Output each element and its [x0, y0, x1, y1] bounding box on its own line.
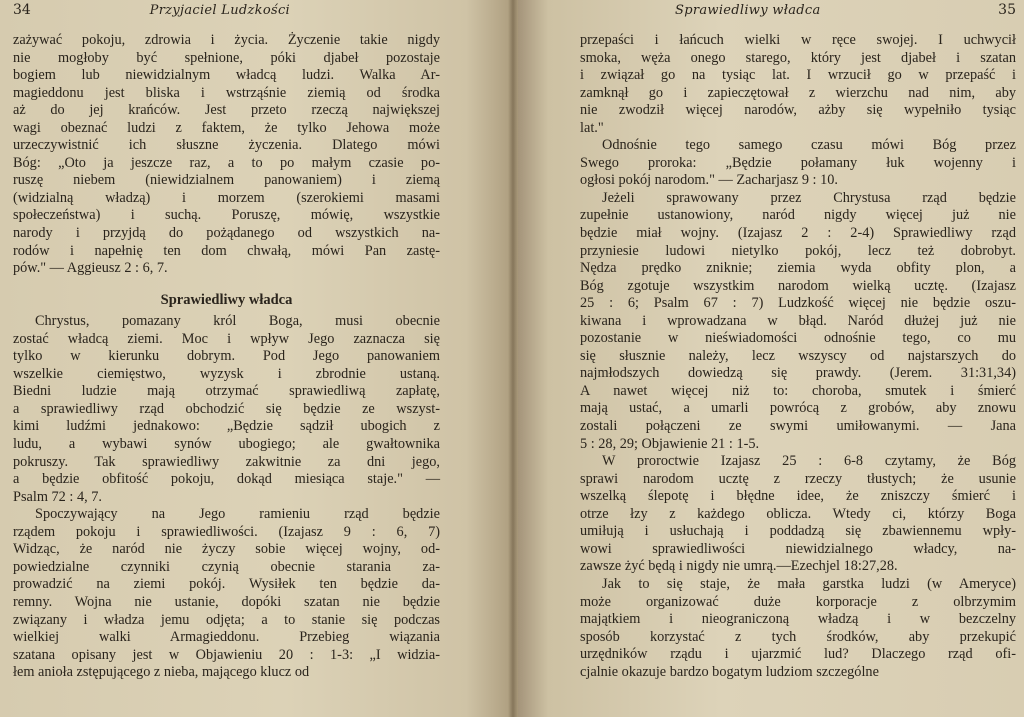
- text-line: Chrystus, pomazany król Boga, musi obecnie: [35, 313, 440, 330]
- text-line: wagi obeznać ludzi z faktem, że tylko Jehowa może: [13, 119, 440, 136]
- text-line: ludu, a wybawi synów ubogiego; ale gwałtownika: [13, 436, 440, 453]
- text-line: najmłodszych dowiedzą się prawdy. (Jerem. 31:31,34): [580, 365, 1016, 382]
- text-line: A nawet więcej niż to: choroba, smutek i śmierć: [580, 382, 1016, 399]
- right-paragraph-3: [580, 190, 1016, 453]
- text-line: Bóg zgotuje wszystkim narodom wielką ucztę. (Izajasz: [580, 277, 1016, 294]
- text-line: a będzie obfitość pokoju, dokąd miesiąca staje." —: [13, 471, 440, 488]
- text-line: wszelką ślepotę i błędne idee, że zniszczy śmierć i: [580, 488, 1016, 505]
- text-line: lat.": [580, 119, 604, 136]
- text-line: i związał go na tysiąc lat. I wrzucił go w przepaść i: [580, 67, 1016, 84]
- text-line: nie zwodził więcej narodów, ażby się wypełniło tysiąc: [580, 102, 1016, 119]
- text-line: zamknął go i zapieczętował z wierzchu nad nim, aby: [580, 84, 1016, 101]
- text-line: Nędza prędko zniknie; ziemia wyda obfity plon, a: [580, 260, 1016, 277]
- text-line: zostać władcą ziemi. Moc i wpływ Jego zaznacza się: [13, 330, 440, 347]
- left-page-header: [13, 2, 440, 26]
- gutter-shadow-left: [508, 0, 518, 717]
- text-line: prowadzić na ziemi pokój. Wysiłek ten będzie da-: [13, 576, 440, 593]
- right-paragraph-1: [580, 32, 1016, 137]
- text-line: sposób korzystać z tych środków, aby przekupić: [580, 628, 1016, 645]
- text-line: otrze łzy z każdego oblicza. Wtedy ci, którzy Boga: [580, 505, 1016, 522]
- text-line: łem anioła zstępującego z nieba, mającego klucz od: [13, 664, 310, 681]
- text-line: Bóg: „Oto ja jeszcze raz, a to po małym czasie po-: [13, 154, 440, 171]
- text-line: ogłosi pokój narodom." — Zacharjasz 9 : 10.: [580, 172, 838, 189]
- text-line: bogiem lub niewidzialnym władcą ludzi. Walka Ar-: [13, 67, 440, 84]
- text-line: cjalnie okazuje bardzo bogatym ludziom szczególne: [580, 663, 879, 680]
- text-line: remny. Wojna nie ustanie, dopóki szatan nie będzie: [13, 593, 440, 610]
- text-line: zażywać pokoju, zdrowia i życia. Życzenie takie nigdy: [13, 32, 440, 48]
- text-line: pokruszy. Tak sprawiedliwy zakwitnie za dni jego,: [13, 453, 440, 470]
- page-number-left: 34: [13, 2, 31, 18]
- text-line: przepaści i łańcuch wielki w ręce swojej. I uchwycił: [580, 32, 1016, 48]
- text-line: Spoczywający na Jego ramieniu rząd będzie: [35, 506, 440, 523]
- text-line: aż do jej krańców. Jest przeto rzeczą największej: [13, 102, 440, 119]
- text-line: pów." — Aggieusz 2 : 6, 7.: [13, 260, 168, 277]
- text-line: Biedni ludzie mają otrzymać sprawiedliwą zapłatę,: [13, 383, 440, 400]
- text-line: Swego proroka: „Będzie połamany łuk wojenny i: [580, 154, 1016, 171]
- text-line: szatana opisany jest w Objawieniu 20 : 1-3: „I widzia-: [13, 646, 440, 663]
- text-line: zostali połączeni ze swymi umiłowanymi. — Jana: [580, 418, 1016, 435]
- running-title-right: Sprawiedliwy władca: [675, 3, 821, 18]
- text-line: Jak to się staje, że mała garstka ludzi (w Ameryce): [602, 575, 1016, 592]
- text-line: magieddonu jest bliska i wstrząśnie ziemią od środka: [13, 84, 440, 101]
- left-paragraph-1: [13, 32, 440, 278]
- right-paragraph-4: [580, 453, 1016, 576]
- text-line: mają ustać, a umarli powrócą z grobów, aby znowu: [580, 400, 1016, 417]
- text-line: może organizować duże korporacje z olbrzymim: [580, 593, 1016, 610]
- right-paragraph-2: [580, 137, 1016, 190]
- text-line: smoka, węża onego starego, który jest djabeł i szatan: [580, 49, 1016, 66]
- text-line: majątkiem i nieograniczoną władzą i w bezczelny: [580, 611, 1016, 628]
- running-title-left: Przyjaciel Ludzkości: [149, 3, 290, 18]
- text-line: Widząc, że naród nie życzy sobie więcej wojny, od-: [13, 541, 440, 558]
- text-line: nie mogłoby być spełnione, póki djabeł pozostaje: [13, 49, 440, 66]
- text-line: tylko w kierunku dobrym. Pod Jego panowaniem: [13, 348, 440, 365]
- left-paragraph-2: [13, 313, 440, 506]
- text-line: zupełnie ustanowiony, naród nigdy więcej już nie: [580, 207, 1016, 224]
- text-line: rządem pokoju i sprawiedliwości. (Izajasz 9 : 6, 7): [13, 523, 440, 540]
- text-line: Psalm 72 : 4, 7.: [13, 488, 102, 505]
- text-line: wowi sprawiedliwości niewidzialnego władcy, na-: [580, 540, 1016, 557]
- text-line: umiłują i usłuchają i poddadzą się zbawiennemu wpły-: [580, 523, 1016, 540]
- text-line: W proroctwie Izajasz 25 : 6-8 czytamy, że Bóg: [602, 453, 1016, 470]
- text-line: kiwana i wprowadzana w błąd. Naród dłużej już nie: [580, 312, 1016, 329]
- text-line: Odnośnie tego samego czasu mówi Bóg przez: [602, 137, 1016, 154]
- text-line: Jeżeli sprawowany przez Chrystusa rząd będzie: [602, 189, 1016, 206]
- page-number-right: 35: [998, 2, 1016, 18]
- text-line: powiedzialne czynniki czynią obecnie starania za-: [13, 558, 440, 575]
- right-paragraph-5: [580, 576, 1016, 681]
- right-page: [518, 0, 1024, 717]
- text-line: przyniesie ludowi nietylko pokój, lecz też dobrobyt.: [580, 242, 1016, 259]
- text-line: będzie miał wojny. (Izajasz 2 : 2-4) Sprawiedliwy rząd: [580, 225, 1016, 242]
- text-line: rodów i napełnię ten dom chwałą, mówi Pan zastę-: [13, 242, 440, 259]
- text-line: ruszę niebem (niewidzialnem panowaniem) i ziemą: [13, 172, 440, 189]
- text-line: wielkiej walki Armagieddonu. Przebieg wiązania: [13, 629, 440, 646]
- text-line: zawsze żyć będą i nigdy nie umrą.—Ezechjel 18:27,28.: [580, 558, 898, 575]
- left-paragraph-3: [13, 506, 440, 681]
- text-line: (widzialną władzą) i morzem (szerokiemi masami: [13, 189, 440, 206]
- text-line: sprawi narodom ucztę z rzeczy tłustych; że usunie: [580, 470, 1016, 487]
- text-line: kimi ludźmi jednakowo: „Będzie sądził ubogich z: [13, 418, 440, 435]
- text-line: a sprawiedliwy rząd obchodzić się będzie ze wszyst-: [13, 400, 440, 417]
- left-page-body: [13, 32, 440, 682]
- text-line: społeczeństwa) i suchą. Poruszę, mówię, wszystkie: [13, 207, 440, 224]
- text-line: narody i przyjdą do pożądanego od wszystkich na-: [13, 225, 440, 242]
- text-line: urzędników rządu i ujarzmić lud? Dlaczego rząd ofi-: [580, 646, 1016, 663]
- text-line: urzeczywistnić ich słuszne życzenia. Dlatego mówi: [13, 137, 440, 154]
- text-line: wszelkie ciemięstwo, wyzysk i zbrodnie ustaną.: [13, 365, 440, 382]
- text-line: pozostanie w nieświadomości odnośnie tego, co mu: [580, 330, 1016, 347]
- text-line: 5 : 28, 29; Objawienie 21 : 1-5.: [580, 435, 760, 452]
- right-page-header: [580, 2, 1016, 26]
- right-page-body: [580, 32, 1016, 681]
- text-line: 25 : 6; Psalm 67 : 7) Ludzkość więcej nie będzie oszu-: [580, 295, 1016, 312]
- text-line: związany i władza jemu odjęta; a to stanie się podczas: [13, 611, 440, 628]
- section-heading: Sprawiedliwy władca: [160, 291, 293, 308]
- text-line: się słusznie należy, lecz wszyscy od najstarszych do: [580, 347, 1016, 364]
